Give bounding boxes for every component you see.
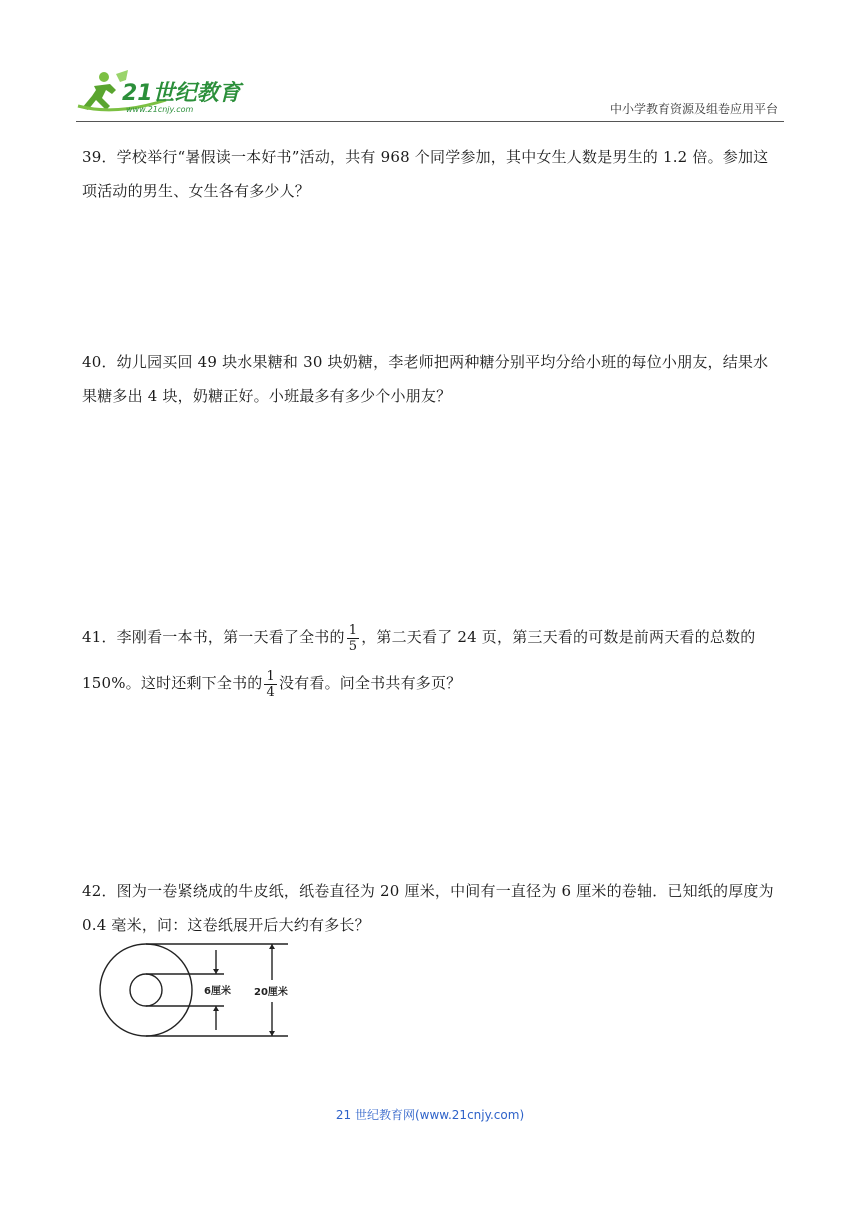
outer-circle <box>100 944 192 1036</box>
fraction-numerator: 1 <box>266 668 275 684</box>
question-41 <box>82 614 782 706</box>
page-footer[interactable]: 21 世纪教育网(www.21cnjy.com) <box>335 1108 525 1122</box>
fraction-one-fifth <box>347 624 359 653</box>
question-40: 40．幼儿园买回 49 块水果糖和 30 块奶糖，李老师把两种糖分别平均分给小班的每位小朋友，结果水果糖多出 4 块，奶糖正好。小班最多有多少个小朋友？ <box>82 353 769 405</box>
question-41-part1: 41．李刚看一本书，第一天看了全书的 <box>82 628 345 646</box>
page-header <box>76 66 784 122</box>
inner-circle <box>130 974 162 1006</box>
logo-21cnjy <box>76 66 256 116</box>
platform-name: 中小学教育资源及组卷应用平台 <box>609 102 778 116</box>
question-42: 42．图为一卷紧绕成的牛皮纸，纸卷直径为 20 厘米，中间有一直径为 6 厘米的卷轴．已知纸的厚度为 0.4 毫米，问：这卷纸展开后大约有多长？ <box>82 882 774 934</box>
logo-text: 21世纪教育 <box>122 81 241 106</box>
paper-roll-figure <box>96 940 306 1040</box>
fraction-numerator: 1 <box>348 622 358 638</box>
outer-diameter-label: 20厘米 <box>254 987 288 998</box>
fraction-one-quarter <box>264 670 276 699</box>
header-rule <box>76 121 784 122</box>
inner-diameter-label: 6厘米 <box>204 986 231 997</box>
fraction-denominator: 4 <box>266 684 275 700</box>
question-41-part2: ，第二天看了 24 页，第三天看的可数是前两天看的总数的 150%。这时还剩下全书的 <box>82 628 756 692</box>
fraction-denominator: 5 <box>348 638 358 654</box>
question-39: 39．学校举行“暑假读一本好书”活动，共有 968 个同学参加，其中女生人数是男生的 1.2 倍。参加这项活动的男生、女生各有多少人？ <box>82 148 769 200</box>
logo-url: www.21cnjy.com <box>126 105 194 114</box>
question-41-part3: 没有看。问全书共有多页？ <box>278 674 462 692</box>
